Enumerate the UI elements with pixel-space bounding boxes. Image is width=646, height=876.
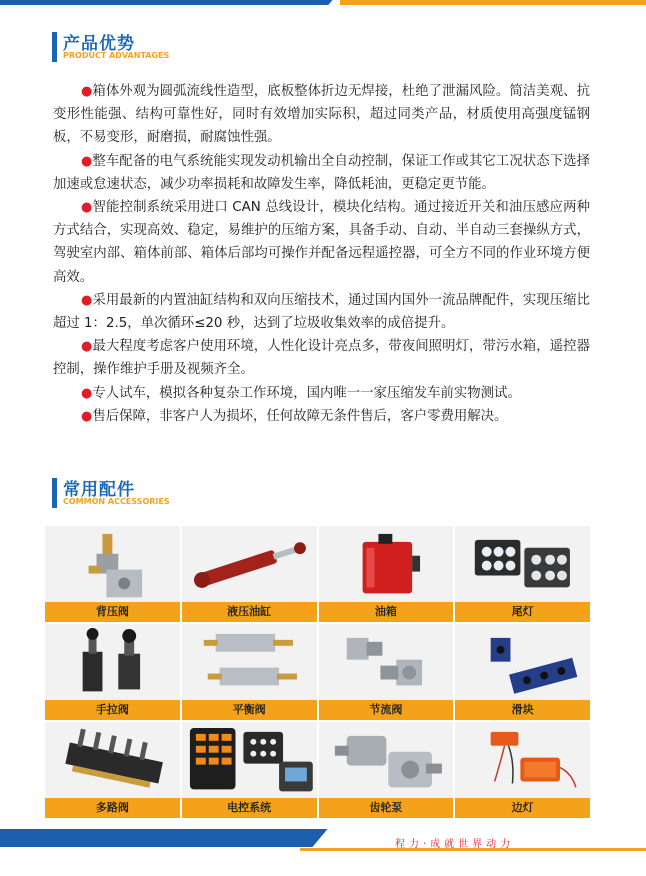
advantage-paragraph: ●整车配备的电气系统能实现发动机输出全自动控制，保证工作或其它工况状态下选择加速或怠速状态，减少功率损耗和故障发生率，降低耗油，更稳定更节能。 xyxy=(53,153,591,192)
accessory-label: 齿轮泵 xyxy=(319,798,454,818)
side-light-image xyxy=(455,722,590,799)
accessory-card xyxy=(45,526,180,622)
section-title: 常用配件 xyxy=(63,480,135,500)
accessory-card xyxy=(455,624,590,720)
gear-pump-image xyxy=(319,722,454,799)
advantage-paragraph: ●箱体外观为圆弧流线性造型，底板整体折边无焊接，杜绝了泄漏风险。简洁美观、抗变形性能强、结构可靠性好，同时有效增加实际积，超过同类产品，材质使用高强度锰钢板，不易变形，耐磨损，耐腐蚀性强。 xyxy=(53,84,591,146)
accessory-label: 手拉阀 xyxy=(45,700,180,720)
throttle-valve-image xyxy=(319,624,454,701)
advantage-paragraph: ●最大程度考虑客户使用环境，人性化设计亮点多，带夜间照明灯，带污水箱，遥控器控制，操作维护手册及视频齐全。 xyxy=(53,339,591,378)
bullet-icon: ● xyxy=(81,153,93,169)
accessory-label: 背压阀 xyxy=(45,602,180,622)
advantage-paragraph: ●采用最新的内置油缸结构和双向压缩技术，通过国内国外一流品牌配件，实现压缩比超过 1：2.5，单次循环≤20 秒，达到了垃圾收集效率的成倍提升。 xyxy=(53,292,591,332)
advantage-paragraph: ●智能控制系统采用进口 CAN 总线设计，模块化结构。通过接近开关和油压感应两种方式结合，实现高效、稳定，易维护的压缩方案，具备手动、自动、半自动三套操纵方式，驾驶室内部、箱体前部、箱体后部均可操作并配备远程遥控器，可全方不同的作业环境方便高效。 xyxy=(53,200,590,285)
section-subtitle: PRODUCT ADVANTAGES xyxy=(63,51,170,60)
multi-way-valve-image xyxy=(45,722,180,799)
accessory-label: 多路阀 xyxy=(45,798,180,818)
advantage-paragraph: ●专人试车，模拟各种复杂工作环境，国内唯一一家压缩发车前实物测试。 xyxy=(81,385,521,401)
electric-control-system-image xyxy=(182,722,317,799)
section-marker-bar xyxy=(52,32,57,62)
bullet-icon: ● xyxy=(81,84,93,99)
tail-light-image xyxy=(455,526,590,603)
slider-block-image xyxy=(455,624,590,701)
accessory-card xyxy=(182,722,317,818)
footer-band xyxy=(0,829,646,876)
hydraulic-cylinder-image xyxy=(182,526,317,603)
accessory-card xyxy=(455,722,590,818)
section-marker-bar xyxy=(52,478,57,508)
accessory-card xyxy=(319,624,454,720)
accessory-card xyxy=(455,526,590,622)
advantages-body xyxy=(53,80,590,428)
section-subtitle: COMMON ACCESSORIES xyxy=(63,497,170,506)
bullet-icon: ● xyxy=(81,385,93,401)
bullet-icon: ● xyxy=(81,200,93,216)
bullet-icon: ● xyxy=(81,292,93,308)
accessory-label: 滑块 xyxy=(455,700,590,720)
hand-pull-valve-image xyxy=(45,624,180,701)
accessory-card xyxy=(45,722,180,818)
accessory-label: 尾灯 xyxy=(455,602,590,622)
accessory-card xyxy=(182,624,317,720)
back-pressure-valve-image xyxy=(45,526,180,603)
accessory-card xyxy=(45,624,180,720)
accessory-label: 平衡阀 xyxy=(182,700,317,720)
section-title: 产品优势 xyxy=(63,34,135,54)
accessory-label: 电控系统 xyxy=(182,798,317,818)
accessory-label: 边灯 xyxy=(455,798,590,818)
accessory-label: 油箱 xyxy=(319,602,454,622)
accessories-grid xyxy=(45,526,590,818)
accessory-card xyxy=(319,722,454,818)
footer-slogan: 程力·成就世界动力 xyxy=(395,839,515,850)
accessory-label: 节流阀 xyxy=(319,700,454,720)
accessory-card xyxy=(319,526,454,622)
top-decor-band xyxy=(0,0,646,7)
bullet-icon: ● xyxy=(81,339,93,355)
footer-blue-stripe xyxy=(0,829,328,847)
accessory-card xyxy=(182,526,317,622)
bullet-icon: ● xyxy=(81,408,93,424)
oil-tank-image xyxy=(319,526,454,603)
advantage-paragraph: ●售后保障，非客户人为损坏，任何故障无条件售后，客户零费用解决。 xyxy=(81,408,508,424)
balance-valve-image xyxy=(182,624,317,701)
accessory-label: 液压油缸 xyxy=(182,602,317,622)
